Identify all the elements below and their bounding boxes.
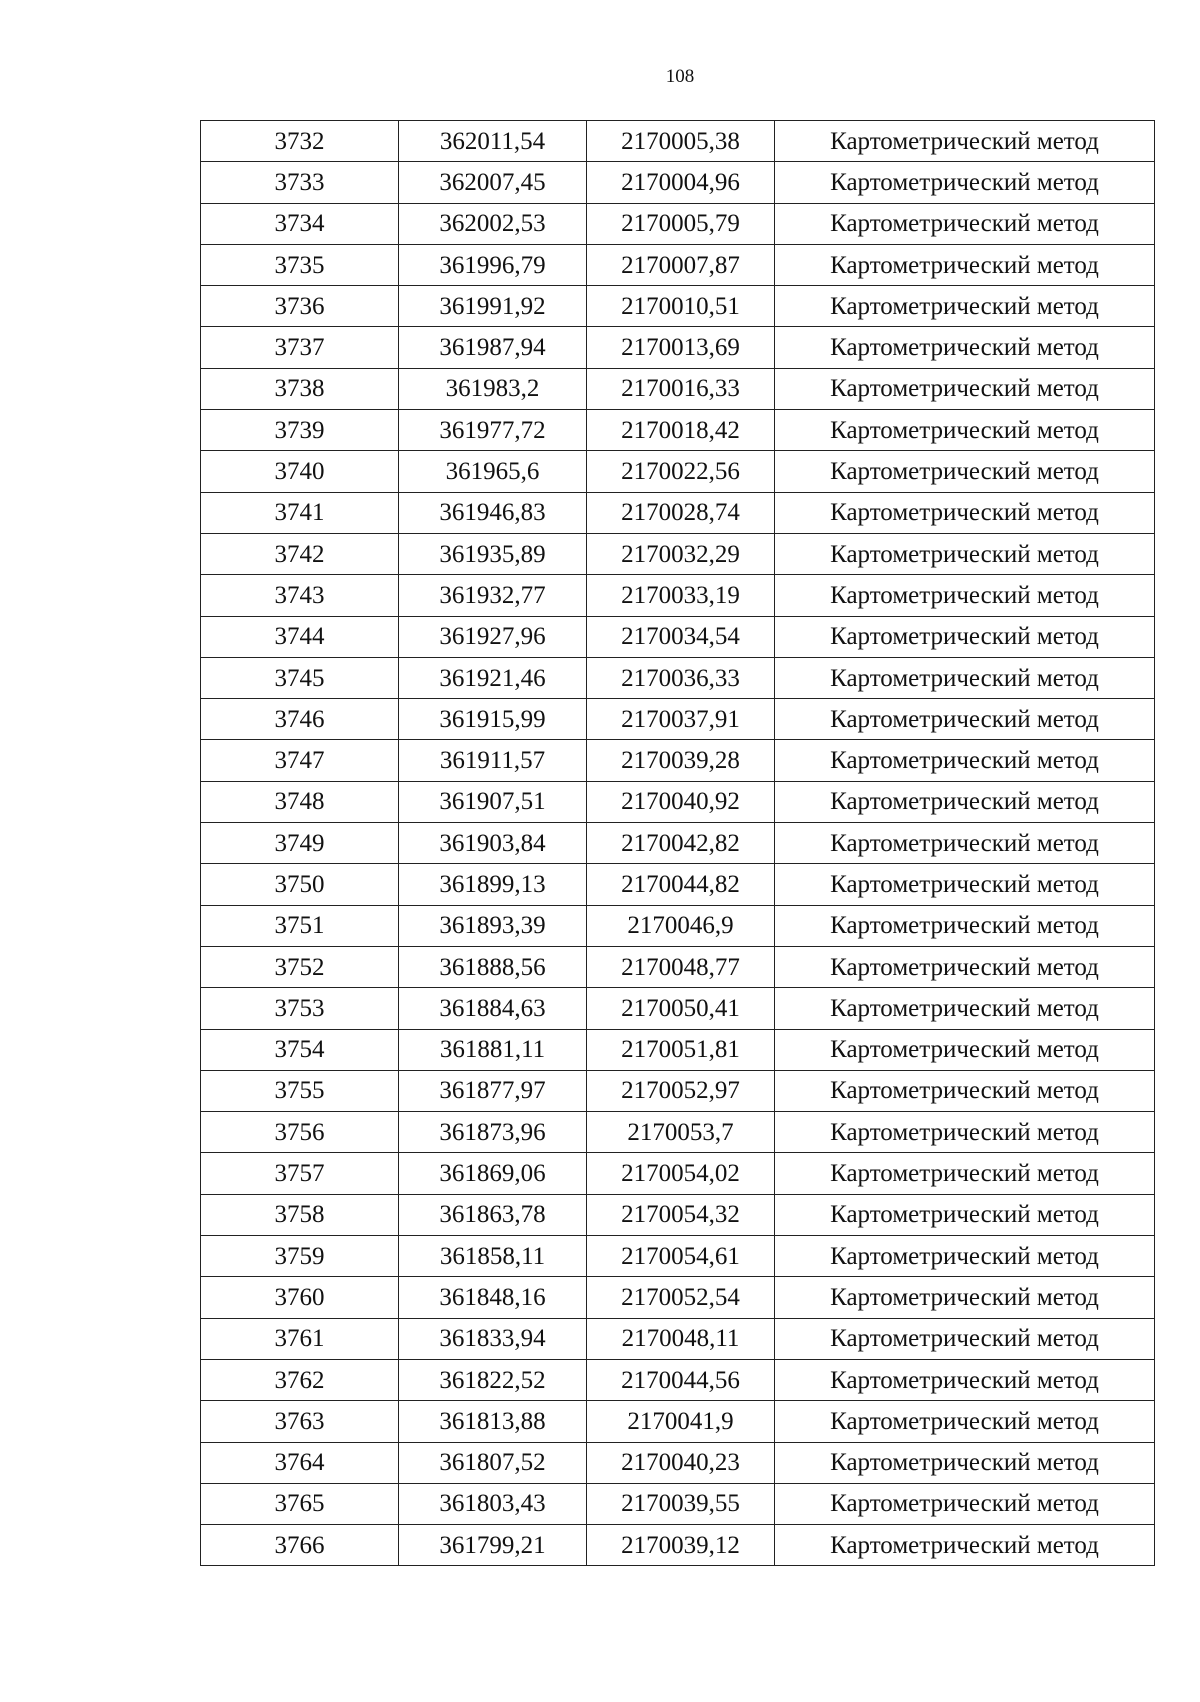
y-coordinate-cell: 2170052,54 <box>587 1277 775 1318</box>
method-cell: Картометрический метод <box>775 1401 1155 1442</box>
x-coordinate-cell: 361803,43 <box>399 1483 587 1524</box>
x-coordinate-cell: 361927,96 <box>399 616 587 657</box>
y-coordinate-cell: 2170028,74 <box>587 492 775 533</box>
method-cell: Картометрический метод <box>775 533 1155 574</box>
x-coordinate-cell: 361921,46 <box>399 657 587 698</box>
y-coordinate-cell: 2170036,33 <box>587 657 775 698</box>
table-row <box>201 740 1155 781</box>
point-number-cell: 3745 <box>201 657 399 698</box>
table-row <box>201 1277 1155 1318</box>
point-number-cell: 3754 <box>201 1029 399 1070</box>
x-coordinate-cell: 361884,63 <box>399 988 587 1029</box>
y-coordinate-cell: 2170044,56 <box>587 1359 775 1400</box>
point-number-cell: 3749 <box>201 823 399 864</box>
method-cell: Картометрический метод <box>775 781 1155 822</box>
table-row <box>201 1359 1155 1400</box>
point-number-cell: 3740 <box>201 451 399 492</box>
x-coordinate-cell: 361881,11 <box>399 1029 587 1070</box>
table-row <box>201 244 1155 285</box>
method-cell: Картометрический метод <box>775 864 1155 905</box>
x-coordinate-cell: 362002,53 <box>399 203 587 244</box>
x-coordinate-cell: 361807,52 <box>399 1442 587 1483</box>
point-number-cell: 3752 <box>201 946 399 987</box>
y-coordinate-cell: 2170034,54 <box>587 616 775 657</box>
x-coordinate-cell: 361977,72 <box>399 410 587 451</box>
x-coordinate-cell: 361987,94 <box>399 327 587 368</box>
y-coordinate-cell: 2170018,42 <box>587 410 775 451</box>
point-number-cell: 3736 <box>201 286 399 327</box>
table-row <box>201 823 1155 864</box>
method-cell: Картометрический метод <box>775 244 1155 285</box>
method-cell: Картометрический метод <box>775 327 1155 368</box>
method-cell: Картометрический метод <box>775 368 1155 409</box>
y-coordinate-cell: 2170051,81 <box>587 1029 775 1070</box>
point-number-cell: 3751 <box>201 905 399 946</box>
method-cell: Картометрический метод <box>775 1525 1155 1566</box>
method-cell: Картометрический метод <box>775 1483 1155 1524</box>
table-row <box>201 1070 1155 1111</box>
table-row <box>201 410 1155 451</box>
table-row <box>201 575 1155 616</box>
method-cell: Картометрический метод <box>775 1236 1155 1277</box>
point-number-cell: 3735 <box>201 244 399 285</box>
y-coordinate-cell: 2170050,41 <box>587 988 775 1029</box>
method-cell: Картометрический метод <box>775 410 1155 451</box>
table-row <box>201 946 1155 987</box>
table-row <box>201 1029 1155 1070</box>
point-number-cell: 3762 <box>201 1359 399 1400</box>
table-row <box>201 1401 1155 1442</box>
x-coordinate-cell: 361911,57 <box>399 740 587 781</box>
method-cell: Картометрический метод <box>775 1277 1155 1318</box>
method-cell: Картометрический метод <box>775 492 1155 533</box>
method-cell: Картометрический метод <box>775 657 1155 698</box>
x-coordinate-cell: 361813,88 <box>399 1401 587 1442</box>
point-number-cell: 3764 <box>201 1442 399 1483</box>
method-cell: Картометрический метод <box>775 286 1155 327</box>
table-row <box>201 203 1155 244</box>
point-number-cell: 3761 <box>201 1318 399 1359</box>
point-number-cell: 3756 <box>201 1112 399 1153</box>
point-number-cell: 3759 <box>201 1236 399 1277</box>
method-cell: Картометрический метод <box>775 616 1155 657</box>
table-row <box>201 1112 1155 1153</box>
method-cell: Картометрический метод <box>775 1153 1155 1194</box>
x-coordinate-cell: 361863,78 <box>399 1194 587 1235</box>
point-number-cell: 3766 <box>201 1525 399 1566</box>
x-coordinate-cell: 362011,54 <box>399 121 587 162</box>
point-number-cell: 3734 <box>201 203 399 244</box>
y-coordinate-cell: 2170013,69 <box>587 327 775 368</box>
y-coordinate-cell: 2170033,19 <box>587 575 775 616</box>
y-coordinate-cell: 2170039,55 <box>587 1483 775 1524</box>
x-coordinate-cell: 361873,96 <box>399 1112 587 1153</box>
table-row <box>201 781 1155 822</box>
method-cell: Картометрический метод <box>775 1112 1155 1153</box>
point-number-cell: 3741 <box>201 492 399 533</box>
table-row <box>201 699 1155 740</box>
table-row <box>201 905 1155 946</box>
method-cell: Картометрический метод <box>775 121 1155 162</box>
point-number-cell: 3733 <box>201 162 399 203</box>
table-row <box>201 657 1155 698</box>
method-cell: Картометрический метод <box>775 1029 1155 1070</box>
y-coordinate-cell: 2170052,97 <box>587 1070 775 1111</box>
method-cell: Картометрический метод <box>775 451 1155 492</box>
point-number-cell: 3743 <box>201 575 399 616</box>
x-coordinate-cell: 361888,56 <box>399 946 587 987</box>
table-row <box>201 533 1155 574</box>
method-cell: Картометрический метод <box>775 1442 1155 1483</box>
x-coordinate-cell: 362007,45 <box>399 162 587 203</box>
table-row <box>201 451 1155 492</box>
y-coordinate-cell: 2170040,23 <box>587 1442 775 1483</box>
point-number-cell: 3758 <box>201 1194 399 1235</box>
point-number-cell: 3757 <box>201 1153 399 1194</box>
y-coordinate-cell: 2170048,77 <box>587 946 775 987</box>
method-cell: Картометрический метод <box>775 162 1155 203</box>
table-row <box>201 368 1155 409</box>
x-coordinate-cell: 361983,2 <box>399 368 587 409</box>
y-coordinate-cell: 2170048,11 <box>587 1318 775 1359</box>
x-coordinate-cell: 361877,97 <box>399 1070 587 1111</box>
table-row <box>201 1194 1155 1235</box>
y-coordinate-cell: 2170054,61 <box>587 1236 775 1277</box>
point-number-cell: 3738 <box>201 368 399 409</box>
y-coordinate-cell: 2170037,91 <box>587 699 775 740</box>
table-row <box>201 286 1155 327</box>
x-coordinate-cell: 361996,79 <box>399 244 587 285</box>
y-coordinate-cell: 2170032,29 <box>587 533 775 574</box>
table-row <box>201 1318 1155 1359</box>
point-number-cell: 3742 <box>201 533 399 574</box>
y-coordinate-cell: 2170042,82 <box>587 823 775 864</box>
y-coordinate-cell: 2170005,79 <box>587 203 775 244</box>
x-coordinate-cell: 361946,83 <box>399 492 587 533</box>
x-coordinate-cell: 361833,94 <box>399 1318 587 1359</box>
table-row <box>201 1153 1155 1194</box>
y-coordinate-cell: 2170039,12 <box>587 1525 775 1566</box>
y-coordinate-cell: 2170046,9 <box>587 905 775 946</box>
x-coordinate-cell: 361915,99 <box>399 699 587 740</box>
point-number-cell: 3746 <box>201 699 399 740</box>
method-cell: Картометрический метод <box>775 823 1155 864</box>
table-row <box>201 162 1155 203</box>
y-coordinate-cell: 2170004,96 <box>587 162 775 203</box>
point-number-cell: 3750 <box>201 864 399 905</box>
coordinates-table-body <box>201 121 1155 1566</box>
point-number-cell: 3737 <box>201 327 399 368</box>
y-coordinate-cell: 2170044,82 <box>587 864 775 905</box>
method-cell: Картометрический метод <box>775 905 1155 946</box>
table-row <box>201 1483 1155 1524</box>
y-coordinate-cell: 2170053,7 <box>587 1112 775 1153</box>
y-coordinate-cell: 2170040,92 <box>587 781 775 822</box>
y-coordinate-cell: 2170007,87 <box>587 244 775 285</box>
point-number-cell: 3763 <box>201 1401 399 1442</box>
point-number-cell: 3765 <box>201 1483 399 1524</box>
point-number-cell: 3753 <box>201 988 399 1029</box>
method-cell: Картометрический метод <box>775 575 1155 616</box>
x-coordinate-cell: 361869,06 <box>399 1153 587 1194</box>
x-coordinate-cell: 361893,39 <box>399 905 587 946</box>
y-coordinate-cell: 2170039,28 <box>587 740 775 781</box>
method-cell: Картометрический метод <box>775 699 1155 740</box>
y-coordinate-cell: 2170016,33 <box>587 368 775 409</box>
x-coordinate-cell: 361965,6 <box>399 451 587 492</box>
method-cell: Картометрический метод <box>775 740 1155 781</box>
point-number-cell: 3748 <box>201 781 399 822</box>
method-cell: Картометрический метод <box>775 1070 1155 1111</box>
x-coordinate-cell: 361907,51 <box>399 781 587 822</box>
x-coordinate-cell: 361858,11 <box>399 1236 587 1277</box>
x-coordinate-cell: 361799,21 <box>399 1525 587 1566</box>
table-row <box>201 1442 1155 1483</box>
table-row <box>201 988 1155 1029</box>
table-row <box>201 327 1155 368</box>
x-coordinate-cell: 361991,92 <box>399 286 587 327</box>
table-row <box>201 864 1155 905</box>
y-coordinate-cell: 2170010,51 <box>587 286 775 327</box>
method-cell: Картометрический метод <box>775 203 1155 244</box>
point-number-cell: 3760 <box>201 1277 399 1318</box>
x-coordinate-cell: 361903,84 <box>399 823 587 864</box>
coordinates-table <box>200 120 1155 1566</box>
method-cell: Картометрический метод <box>775 988 1155 1029</box>
table-row <box>201 121 1155 162</box>
table-row <box>201 1525 1155 1566</box>
table-row <box>201 616 1155 657</box>
point-number-cell: 3732 <box>201 121 399 162</box>
x-coordinate-cell: 361935,89 <box>399 533 587 574</box>
x-coordinate-cell: 361822,52 <box>399 1359 587 1400</box>
x-coordinate-cell: 361848,16 <box>399 1277 587 1318</box>
x-coordinate-cell: 361932,77 <box>399 575 587 616</box>
point-number-cell: 3744 <box>201 616 399 657</box>
x-coordinate-cell: 361899,13 <box>399 864 587 905</box>
method-cell: Картометрический метод <box>775 946 1155 987</box>
method-cell: Картометрический метод <box>775 1359 1155 1400</box>
y-coordinate-cell: 2170041,9 <box>587 1401 775 1442</box>
point-number-cell: 3739 <box>201 410 399 451</box>
table-row <box>201 1236 1155 1277</box>
y-coordinate-cell: 2170054,02 <box>587 1153 775 1194</box>
point-number-cell: 3747 <box>201 740 399 781</box>
point-number-cell: 3755 <box>201 1070 399 1111</box>
method-cell: Картометрический метод <box>775 1194 1155 1235</box>
page-number: 108 <box>665 66 695 87</box>
y-coordinate-cell: 2170022,56 <box>587 451 775 492</box>
y-coordinate-cell: 2170005,38 <box>587 121 775 162</box>
method-cell: Картометрический метод <box>775 1318 1155 1359</box>
table-row <box>201 492 1155 533</box>
y-coordinate-cell: 2170054,32 <box>587 1194 775 1235</box>
